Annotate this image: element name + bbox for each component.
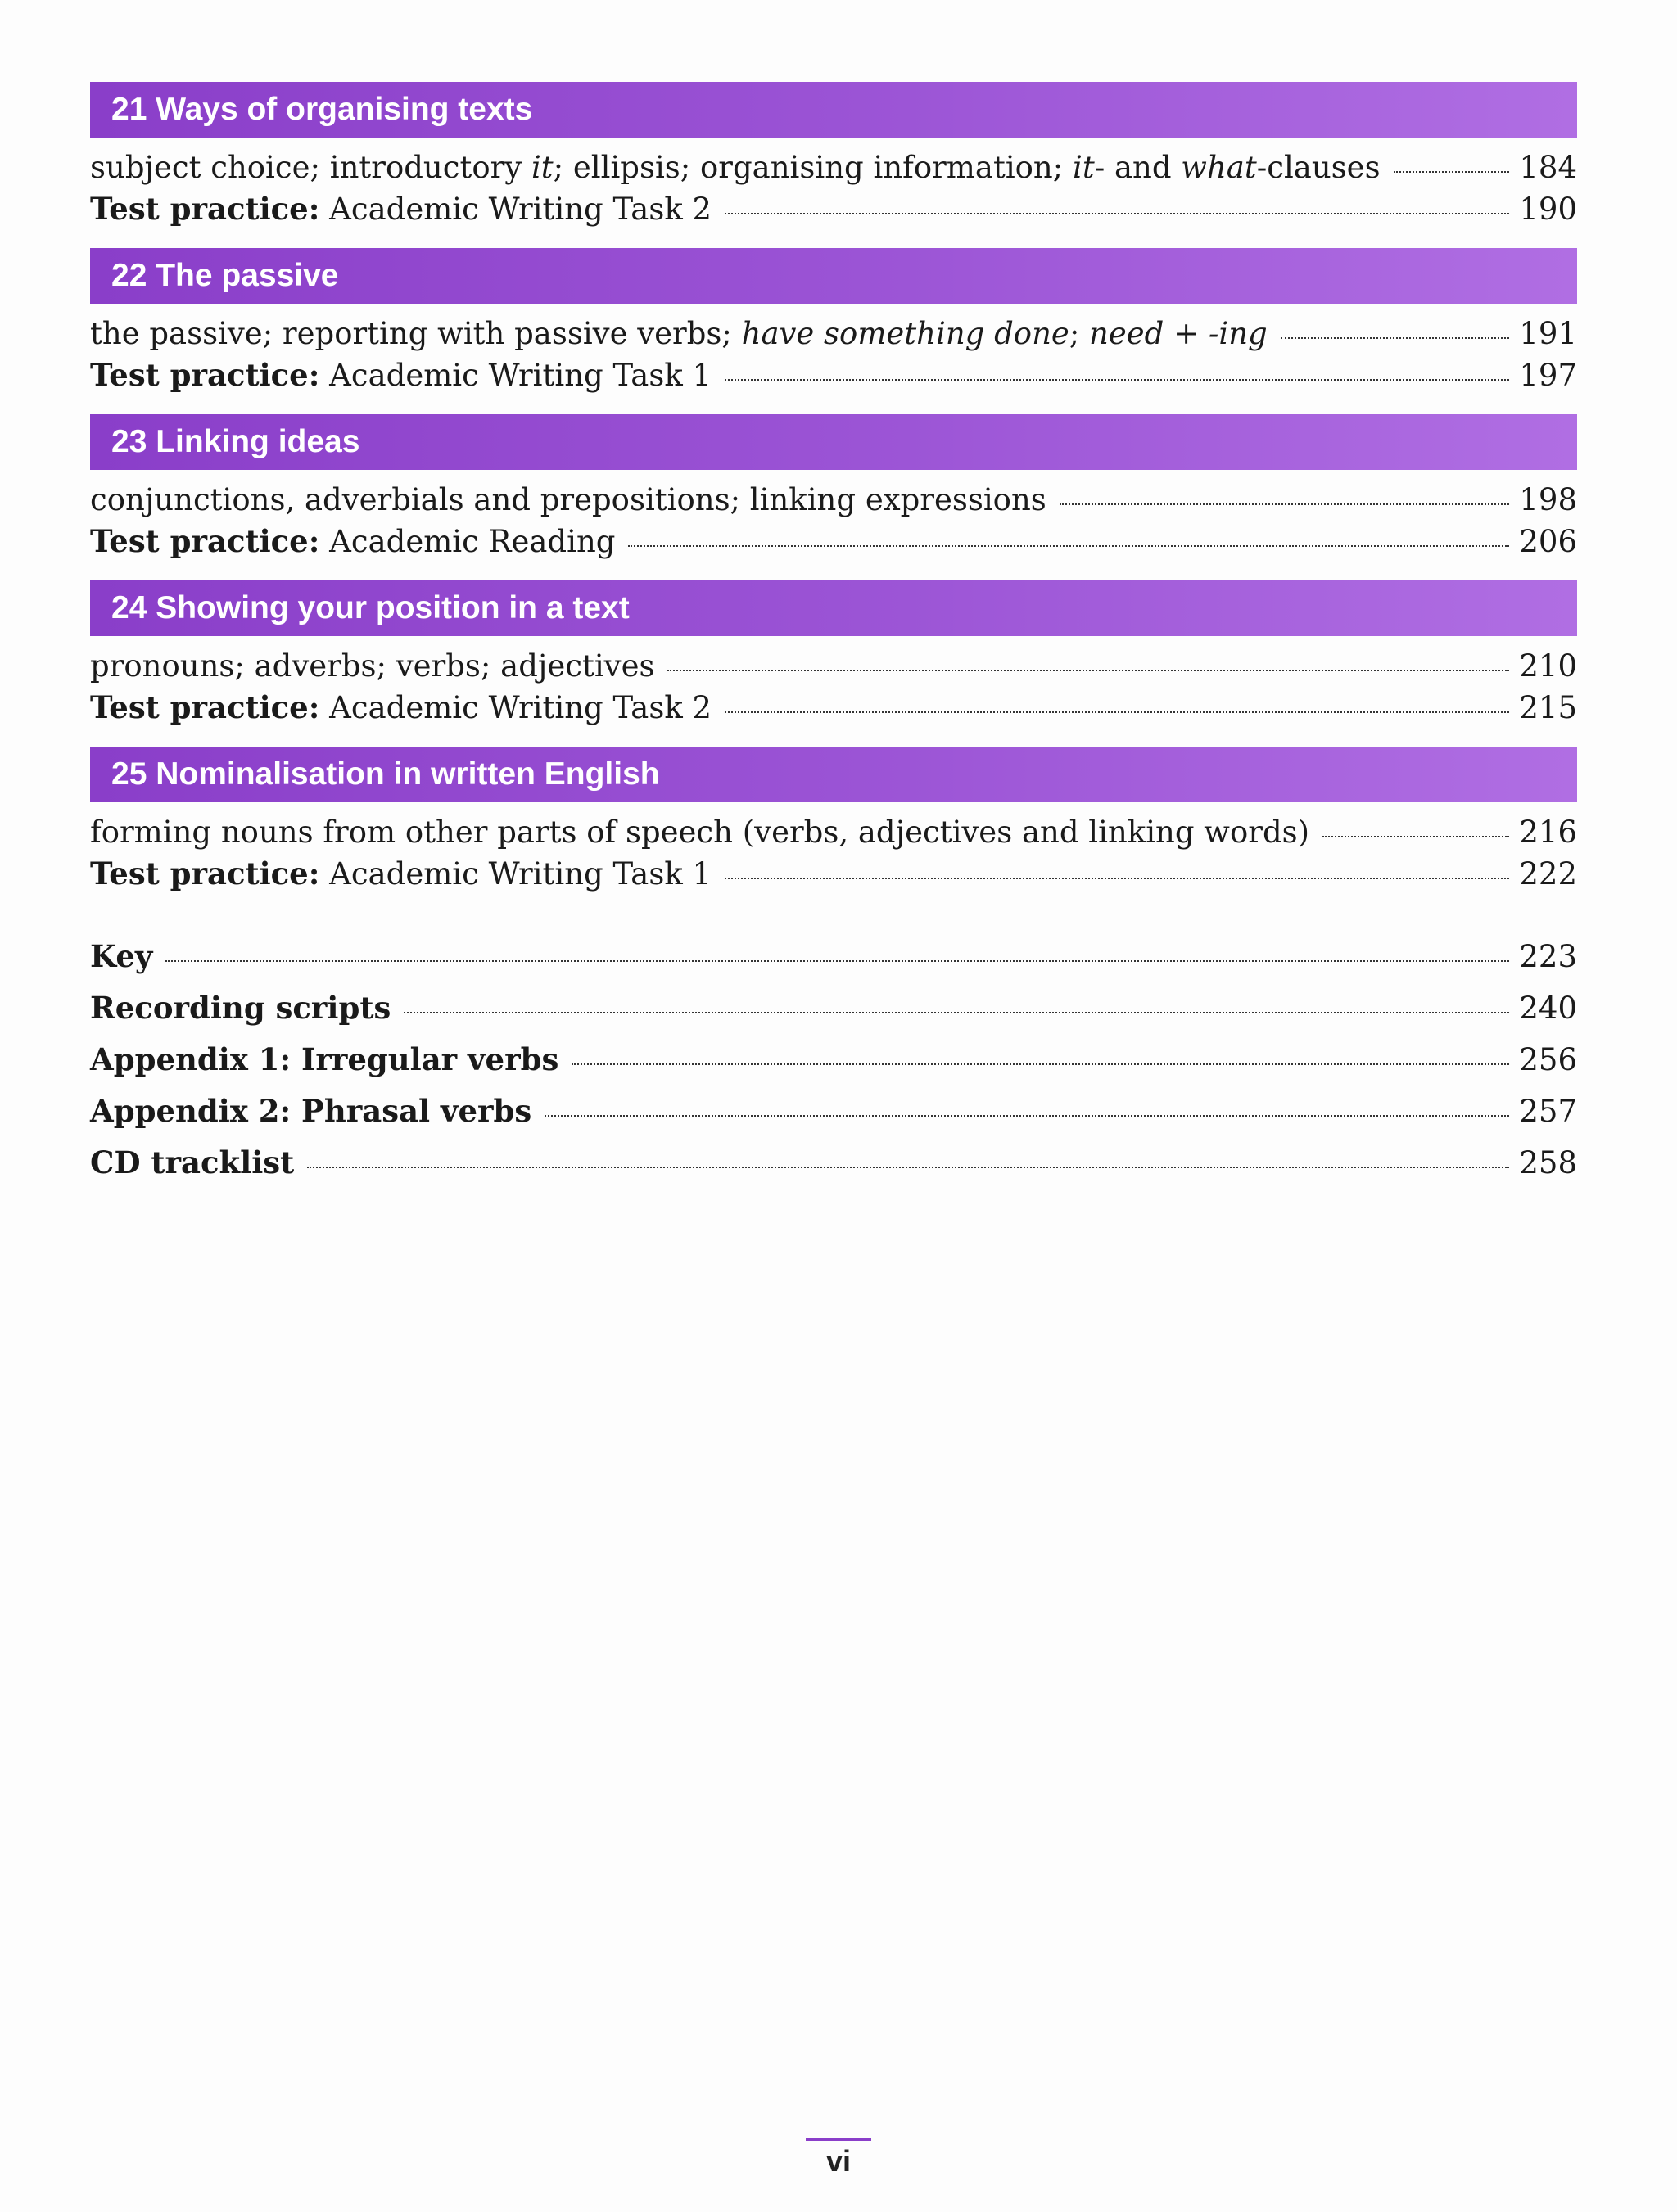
dot-leader [307,1167,1509,1168]
test-practice-line [90,521,1577,562]
unit-topics: conjunctions, adverbials and prepositions; linking expressions [90,482,1046,517]
unit-topics-line [90,812,1577,853]
dot-leader [404,1012,1509,1013]
page-number: 198 [1519,482,1577,517]
dot-leader [725,878,1509,879]
unit-topics: pronouns; adverbs; verbs; adjectives [90,648,655,684]
page-number: 210 [1519,648,1577,684]
unit-header: 24 Showing your position in a text [90,580,1577,636]
dot-leader [667,670,1509,671]
unit-24 [90,580,1577,729]
back-matter-label: Key [90,938,153,974]
page-number: 191 [1519,316,1577,351]
test-practice-line [90,354,1577,396]
dot-leader [1060,503,1510,505]
dot-leader [725,213,1509,214]
test-practice-line [90,188,1577,230]
unit-topics-line [90,646,1577,687]
page-number: 215 [1519,690,1577,725]
page-number: 222 [1519,856,1577,892]
dot-leader [1394,171,1510,173]
page-number: 223 [1519,939,1577,974]
back-matter-label: Appendix 2: Phrasal verbs [90,1093,532,1129]
unit-23 [90,414,1577,562]
test-practice-line [90,687,1577,729]
unit-topics: subject choice; introductory it; ellipsis; organising information; it- and what-clauses [90,150,1381,185]
back-matter-item [90,931,1577,982]
dot-leader [572,1063,1509,1065]
test-practice: Test practice: Academic Writing Task 2 [90,689,712,725]
page-number: 190 [1519,192,1577,227]
page-number: 256 [1519,1042,1577,1077]
unit-topics-line [90,147,1577,188]
page-number: 197 [1519,358,1577,393]
back-matter-label: Recording scripts [90,990,391,1026]
back-matter-item [90,1137,1577,1189]
dot-leader [1322,836,1509,837]
unit-header: 25 Nominalisation in written English [90,747,1577,802]
test-practice-line [90,853,1577,895]
dot-leader [628,545,1509,547]
unit-topics-line [90,314,1577,354]
unit-header: 23 Linking ideas [90,414,1577,470]
test-practice: Test practice: Academic Writing Task 1 [90,357,712,393]
dot-leader [545,1115,1509,1117]
table-of-contents [90,82,1577,1189]
back-matter-item [90,1034,1577,1086]
unit-25 [90,747,1577,895]
test-practice: Test practice: Academic Reading [90,523,616,559]
back-matter-label: Appendix 1: Irregular verbs [90,1041,559,1077]
unit-topics: the passive; reporting with passive verbs; have something done; need + -ing [90,316,1268,351]
page-number: 258 [1519,1145,1577,1180]
dot-leader [725,711,1509,713]
back-matter-label: CD tracklist [90,1144,295,1180]
page-number: 216 [1519,815,1577,850]
dot-leader [165,960,1509,962]
back-matter [90,931,1577,1189]
dot-leader [725,379,1509,381]
page-number: 206 [1519,524,1577,559]
back-matter-item [90,982,1577,1034]
unit-22 [90,248,1577,396]
back-matter-item [90,1086,1577,1137]
unit-header: 22 The passive [90,248,1577,304]
unit-topics: forming nouns from other parts of speech (verbs, adjectives and linking words) [90,815,1310,850]
unit-topics-line [90,480,1577,521]
unit-21 [90,82,1577,230]
page-folio: vi [806,2138,871,2178]
page-number: 184 [1519,150,1577,185]
page-number: 257 [1519,1094,1577,1129]
page-number: 240 [1519,991,1577,1026]
test-practice: Test practice: Academic Writing Task 1 [90,855,712,892]
unit-header: 21 Ways of organising texts [90,82,1577,138]
dot-leader [1281,337,1510,339]
test-practice: Test practice: Academic Writing Task 2 [90,191,712,227]
